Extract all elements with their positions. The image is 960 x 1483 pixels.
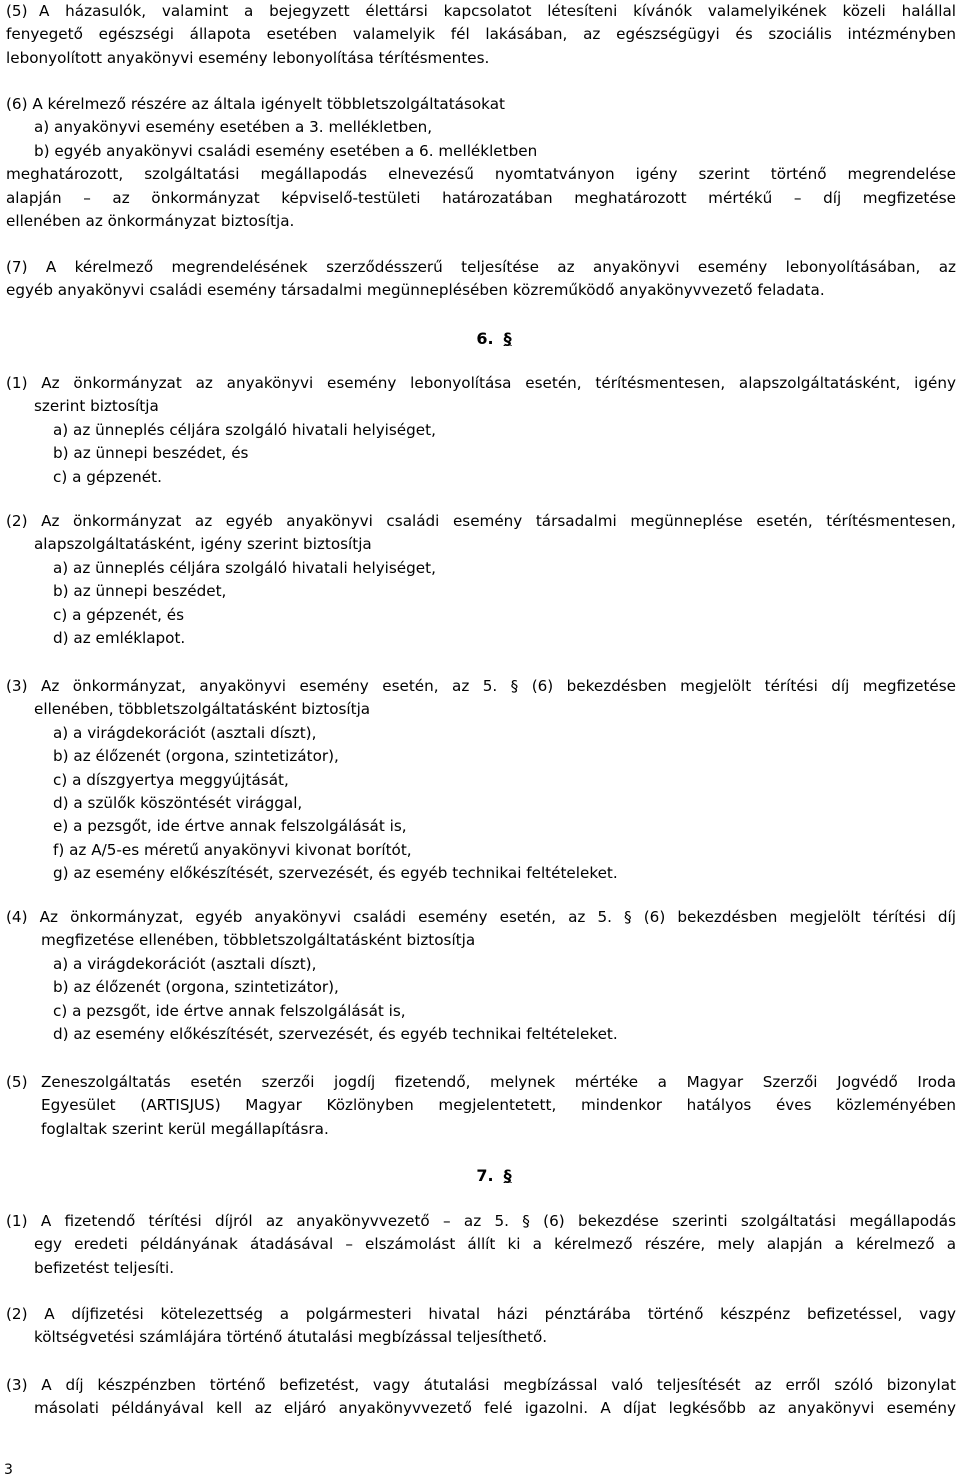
text-line: (4) Az önkormányzat, egyéb anyakönyvi családi esemény esetén, az 5. § (6) bekezdésben megjelölt térítési díj	[6, 908, 956, 926]
list-item: a) az ünneplés céljára szolgáló hivatali helyiséget,	[53, 420, 436, 439]
list-item: a) anyakönyvi esemény esetében a 3. mellékletben,	[34, 118, 433, 137]
list-item: e) a pezsgőt, ide értve annak felszolgálását is,	[53, 817, 407, 836]
s6-paragraph-5	[6, 1071, 956, 1141]
text-line: (7) A kérelmező megrendelésének szerződésszerű teljesítése az anyakönyvi esemény lebonyolításában, az	[6, 258, 956, 276]
list-item: c) a díszgyertya meggyújtását,	[53, 770, 289, 789]
text-line: (1) Az önkormányzat az anyakönyvi esemény lebonyolítása esetén, térítésmentesen, alapszolgáltatásként, igény	[6, 374, 956, 392]
paragraph-number: (5)	[6, 1073, 28, 1091]
list-item: b) egyéb anyakönyvi családi esemény esetében a 6. mellékletben	[34, 141, 538, 160]
paragraph-number: (5)	[6, 2, 28, 20]
text-line: (6) A kérelmező részére az általa igényelt többletszolgáltatásokat	[6, 95, 505, 113]
list-item: b) az élőzenét (orgona, szintetizátor),	[53, 978, 339, 997]
list-item: c) a gépzenét.	[53, 467, 162, 486]
s6-paragraph-1	[6, 372, 956, 489]
text-line: (3) Az önkormányzat, anyakönyvi esemény esetén, az 5. § (6) bekezdésben megjelölt térítési díj megfizetése	[6, 677, 956, 695]
text-line: alapszolgáltatásként, igény szerint biztosítja	[34, 535, 372, 554]
s6-paragraph-3	[6, 675, 956, 886]
list-item: b) az élőzenét (orgona, szintetizátor),	[53, 747, 339, 766]
list-item: d) az emléklapot.	[53, 629, 186, 648]
list-item: a) az ünneplés céljára szolgáló hivatali helyiséget,	[53, 558, 436, 577]
section-number: 7.	[476, 1166, 494, 1185]
s6-paragraph-4	[6, 906, 956, 1046]
paragraph-6-top	[6, 93, 956, 233]
s7-paragraph-3	[6, 1374, 956, 1421]
text-line: fenyegető egészségi állapota esetében valamelyik fél lakásában, az egészségügyi és szociális intézményben	[6, 25, 956, 44]
list-item: a) a virágdekorációt (asztali díszt),	[53, 954, 317, 973]
list-item: f) az A/5-es méretű anyakönyvi kivonat borítót,	[53, 840, 412, 859]
text-line: egy eredeti példányának átadásával – elszámolást állít ki a kérelmező részére, mely alapján a kérelmező a	[34, 1235, 956, 1254]
section-sign: §	[503, 1166, 512, 1185]
text-line: megfizetése ellenében, többletszolgáltatásként biztosítja	[41, 931, 476, 950]
section-sign: §	[503, 329, 512, 348]
text-line: lebonyolított anyakönyvi esemény lebonyolítása térítésmentes.	[6, 48, 490, 67]
text-line: ellenében az önkormányzat biztosítja.	[6, 212, 295, 231]
text-line: szerint biztosítja	[34, 397, 159, 416]
list-item: d) az esemény előkészítését, szervezését, és egyéb technikai feltételeket.	[53, 1025, 618, 1044]
section-number: 6.	[476, 329, 494, 348]
list-item: g) az esemény előkészítését, szervezését, és egyéb technikai feltételeket.	[53, 864, 618, 883]
s6-paragraph-2	[6, 510, 956, 650]
text-line: A házasulók, valamint a bejegyzett élettársi kapcsolatot létesíteni kívánók valamelyikének közeli halállal	[39, 2, 956, 20]
list-item: d) a szülők köszöntését virággal,	[53, 794, 303, 813]
text-line: egyéb anyakönyvi családi esemény társadalmi megünneplésében közreműködő anyakönyvvezető feladata.	[6, 281, 825, 300]
list-item: a) a virágdekorációt (asztali díszt),	[53, 723, 317, 742]
s7-paragraph-2	[6, 1303, 956, 1350]
list-item: b) az ünnepi beszédet, és	[53, 444, 249, 463]
text-line: (1) A fizetendő térítési díjról az anyakönyvvezető – az 5. § (6) bekezdése szerinti szolgáltatási megállapodás	[6, 1212, 956, 1230]
text-line: másolati példányával kell az eljáró anyakönyvvezető felé igazolni. A díjat legkésőbb az anyakönyvi esemény	[34, 1399, 956, 1418]
text-line: alapján – az önkormányzat képviselő-testületi határozatában meghatározott mértékű – díj megfizetése	[6, 188, 956, 207]
text-line: (2) A díjfizetési kötelezettség a polgármesteri hivatal házi pénztárába történő készpénz befizetéssel, vagy	[6, 1305, 956, 1323]
text-line: (3) A díj készpénzben történő befizetést, vagy átutalási megbízással való teljesítését az erről szóló bizonylat	[6, 1376, 956, 1394]
section-7-heading	[0, 1166, 960, 1185]
page-number: 3	[4, 1462, 13, 1478]
text-line: költségvetési számlájára történő átutalási megbízással teljesíthető.	[34, 1328, 548, 1347]
section-6-heading	[0, 329, 960, 348]
list-item: c) a pezsgőt, ide értve annak felszolgálását is,	[53, 1001, 406, 1020]
text-line: Zeneszolgáltatás esetén szerzői jogdíj fizetendő, melynek mértéke a Magyar Szerzői Jogvédő Iroda	[41, 1073, 956, 1091]
list-item: c) a gépzenét, és	[53, 605, 185, 624]
paragraph-5-top	[6, 0, 956, 70]
text-line: befizetést teljesíti.	[34, 1258, 175, 1277]
s7-paragraph-1	[6, 1210, 956, 1280]
text-line: ellenében, többletszolgáltatásként biztosítja	[34, 700, 371, 719]
text-line: foglaltak szerint kerül megállapításra.	[41, 1119, 329, 1138]
list-item: b) az ünnepi beszédet,	[53, 582, 227, 601]
paragraph-7-top	[6, 256, 956, 303]
text-line: Egyesület (ARTISJUS) Magyar Közlönyben megjelentetett, mindenkor hatályos éves közleményében	[41, 1096, 956, 1115]
text-line: (2) Az önkormányzat az egyéb anyakönyvi családi esemény társadalmi megünneplése esetén, térítésmentesen,	[6, 512, 956, 530]
text-line: meghatározott, szolgáltatási megállapodás elnevezésű nyomtatványon igény szerint történő megrendelése	[6, 165, 956, 184]
